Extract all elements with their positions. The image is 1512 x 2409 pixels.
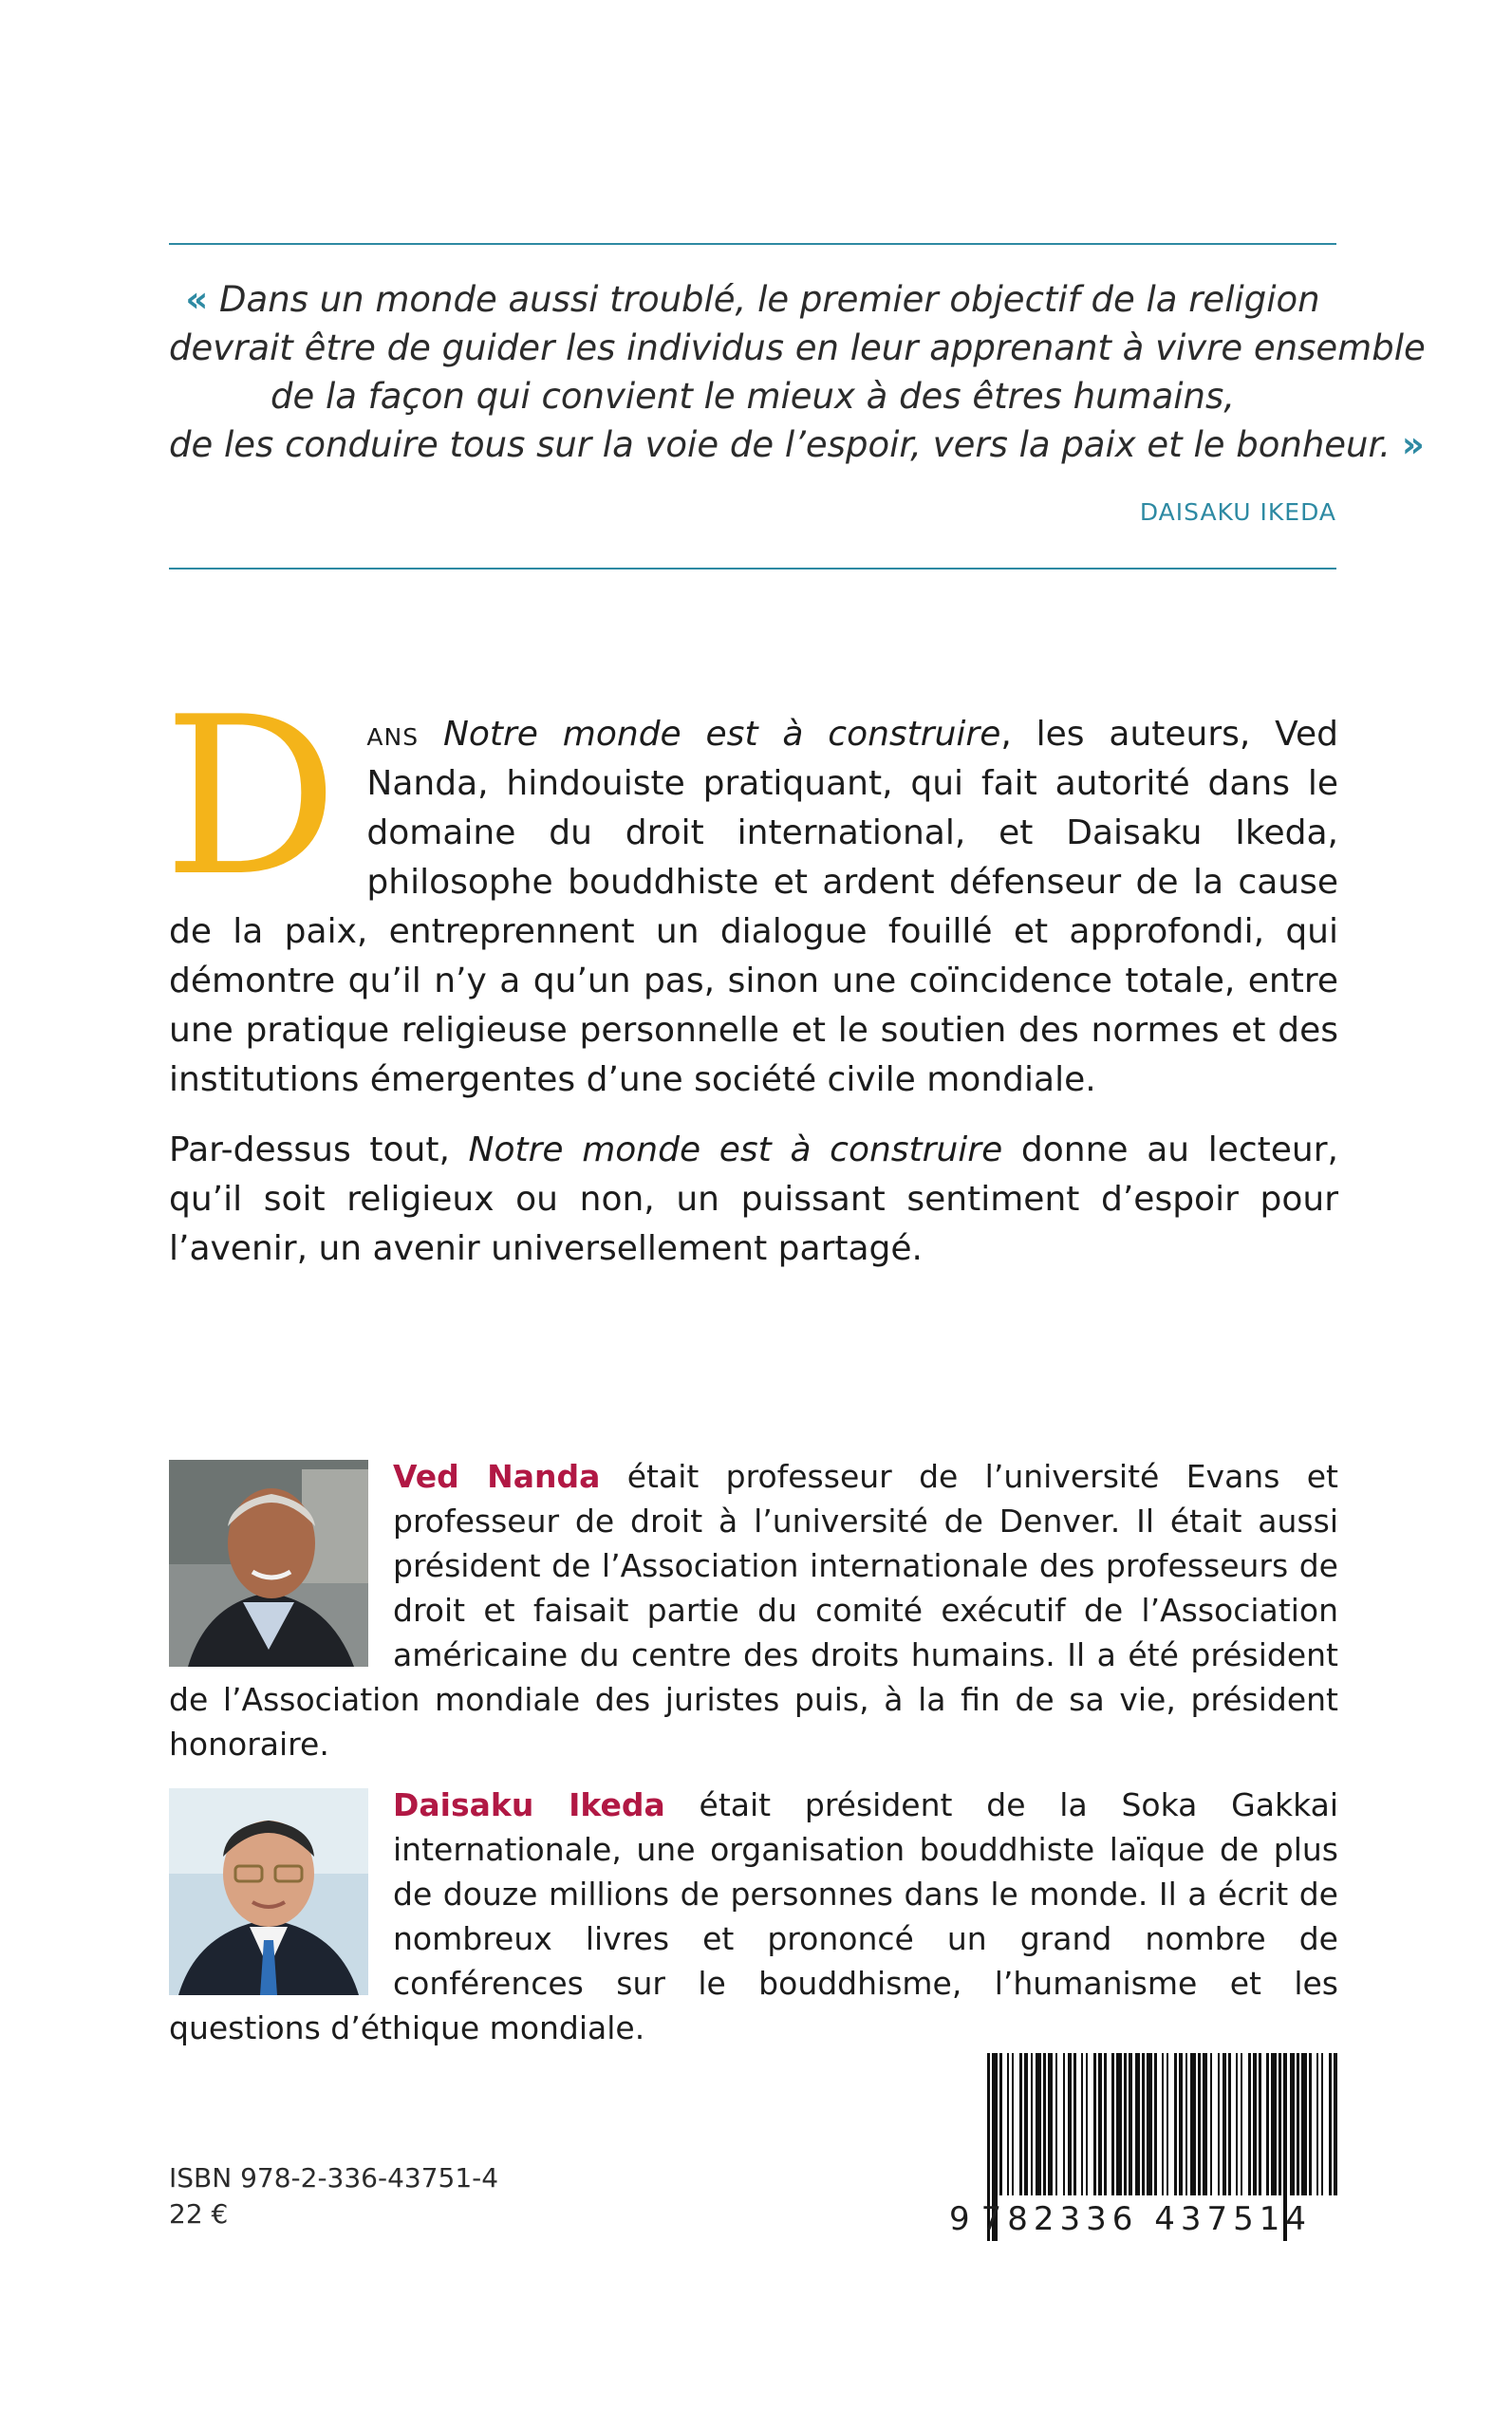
- barcode-bar: [1116, 2053, 1122, 2195]
- quote-line: devrait être de guider les individus en leur apprenant à vivre ensemble: [169, 327, 1426, 368]
- barcode-bar: [1203, 2053, 1207, 2195]
- drop-cap: D: [163, 671, 339, 924]
- quote-open-mark: «: [185, 279, 209, 320]
- barcode-bar: [1068, 2053, 1072, 2195]
- quote-line: de les conduire tous sur la voie de l’espoir, vers la paix et le bonheur. »: [169, 424, 1425, 465]
- barcode-bar: [1185, 2053, 1187, 2195]
- barcode-bar: [1142, 2053, 1145, 2195]
- book-title: Notre monde est à construire: [442, 715, 1001, 754]
- barcode-bar: [1086, 2053, 1088, 2195]
- barcode-bar: [1334, 2053, 1337, 2195]
- barcode-bar: [1309, 2053, 1312, 2195]
- barcode-bar: [1167, 2053, 1168, 2195]
- isbn-number: ISBN 978-2-336-43751-4: [169, 2162, 499, 2194]
- author-name: Daisaku Ikeda: [393, 1786, 665, 1823]
- barcode-bar: [1241, 2053, 1242, 2195]
- barcode-bar: [1043, 2053, 1046, 2195]
- barcode-bar: [1174, 2053, 1177, 2195]
- description-paragraph-2: Par-dessus tout, Notre monde est à construire donne au lecteur, qu’il soit religieux ou non, un puissant sentiment d’espoir pour l’avenir, un avenir universellement partagé.: [169, 1130, 1338, 1268]
- barcode-bar: [1055, 2053, 1057, 2195]
- barcode-bar: [1098, 2053, 1102, 2195]
- barcode-bar: [1297, 2053, 1299, 2195]
- barcode-bar: [1179, 2053, 1183, 2195]
- barcode-bar: [1198, 2053, 1201, 2195]
- barcode-bar: [1253, 2053, 1257, 2195]
- author-name: Ved Nanda: [393, 1458, 601, 1495]
- book-title: Notre monde est à construire: [468, 1130, 1003, 1169]
- author-bio-text: était président de la Soka Gakkai internationale, une organisation bouddhiste laïque de plus de douze millions de personnes dans le monde. Il a écrit de nombreux livres et prononcé un grand nombre de conférences sur le bouddhisme, l’humanisme et les questions d’éthique mondiale.: [169, 1786, 1338, 2046]
- barcode-bar: [1259, 2053, 1261, 2195]
- quote-close-mark: »: [1401, 424, 1425, 465]
- barcode-bar: [1063, 2053, 1065, 2195]
- barcode-bar: [1104, 2053, 1107, 2195]
- barcode-bar: [1218, 2053, 1220, 2195]
- barcode-bar: [1248, 2053, 1251, 2195]
- price: 22 €: [169, 2198, 229, 2230]
- barcode-bar: [1316, 2053, 1318, 2195]
- barcode-bar: [1190, 2053, 1196, 2195]
- barcode-bar: [1036, 2053, 1041, 2195]
- quote-line: « Dans un monde aussi troublé, le premier objectif de la religion: [185, 279, 1320, 320]
- barcode-bar: [1031, 2053, 1033, 2195]
- barcode-bar: [1236, 2053, 1238, 2195]
- barcode-bar: [1135, 2053, 1140, 2195]
- quote-line: de la façon qui convient le mieux à des êtres humains,: [270, 376, 1236, 417]
- barcode-bar: [1210, 2053, 1212, 2195]
- barcode-bar: [1301, 2053, 1307, 2195]
- barcode-bar: [1048, 2053, 1053, 2195]
- barcode-bar: [1228, 2053, 1231, 2195]
- barcode-bar: [1321, 2053, 1323, 2195]
- barcode-digits: 9 782336 437514: [949, 2200, 1313, 2238]
- barcode-bar: [1279, 2053, 1281, 2195]
- barcode-bar: [1290, 2053, 1295, 2195]
- barcode-bar: [999, 2053, 1002, 2195]
- book-description: [163, 671, 1338, 1295]
- barcode-bar: [1093, 2053, 1096, 2195]
- barcode-bar: [1147, 2053, 1152, 2195]
- author-bio-text: était professeur de l’université Evans et professeur de droit à l’université de Denver. Il était aussi président de l’Association internationale des professeurs de droit et faisait partie du comité exécutif de l’Association américaine du centre des droits humains. Il a été président de l’Association mondiale des juristes puis, à la fin de sa vie, président honoraire.: [169, 1458, 1338, 1763]
- pull-quote: [169, 275, 1426, 469]
- author-bio-daisaku-ikeda: [169, 1783, 1338, 2050]
- barcode-bar: [1266, 2053, 1269, 2195]
- barcode-bar: [1019, 2053, 1022, 2195]
- barcode-bar: [1154, 2053, 1157, 2195]
- barcode-bar: [1012, 2053, 1014, 2195]
- barcode-bar: [1007, 2053, 1009, 2195]
- quote-bottom-rule: [169, 568, 1336, 570]
- quote-attribution: DAISAKU IKEDA: [1139, 498, 1336, 526]
- barcode-bar: [1073, 2053, 1076, 2195]
- barcode-bar: [1223, 2053, 1226, 2195]
- author-bio-ved-nanda: [169, 1454, 1338, 1766]
- isbn-block: [169, 2160, 498, 2232]
- author-photo-daisaku-ikeda: [169, 1788, 368, 1995]
- barcode-bar: [1124, 2053, 1127, 2195]
- barcode-bar: [1081, 2053, 1083, 2195]
- barcode-bar: [1271, 2053, 1277, 2195]
- barcode-bar: [1111, 2053, 1114, 2195]
- description-paragraph-1: ans Notre monde est à construire, les auteurs, Ved Nanda, hindouiste pratiquant, qui fait autorité dans le domaine du droit international, et Daisaku Ikeda, philosophe bouddhiste et ardent défenseur de la cause de la paix, entreprennent un dialogue fouillé et approfondi, qui démontre qu’il n’y a qu’un pas, sinon une coïncidence totale, entre une pratique religieuse personnelle et le soutien des normes et des institutions émergentes d’une société civile mondiale.: [169, 715, 1338, 1099]
- barcode-bar: [1129, 2053, 1132, 2195]
- author-photo-ved-nanda: [169, 1460, 368, 1667]
- barcode-bar: [1162, 2053, 1164, 2195]
- barcode-bar: [1024, 2053, 1028, 2195]
- quote-top-rule: [169, 243, 1336, 245]
- barcode-bar: [1329, 2053, 1332, 2195]
